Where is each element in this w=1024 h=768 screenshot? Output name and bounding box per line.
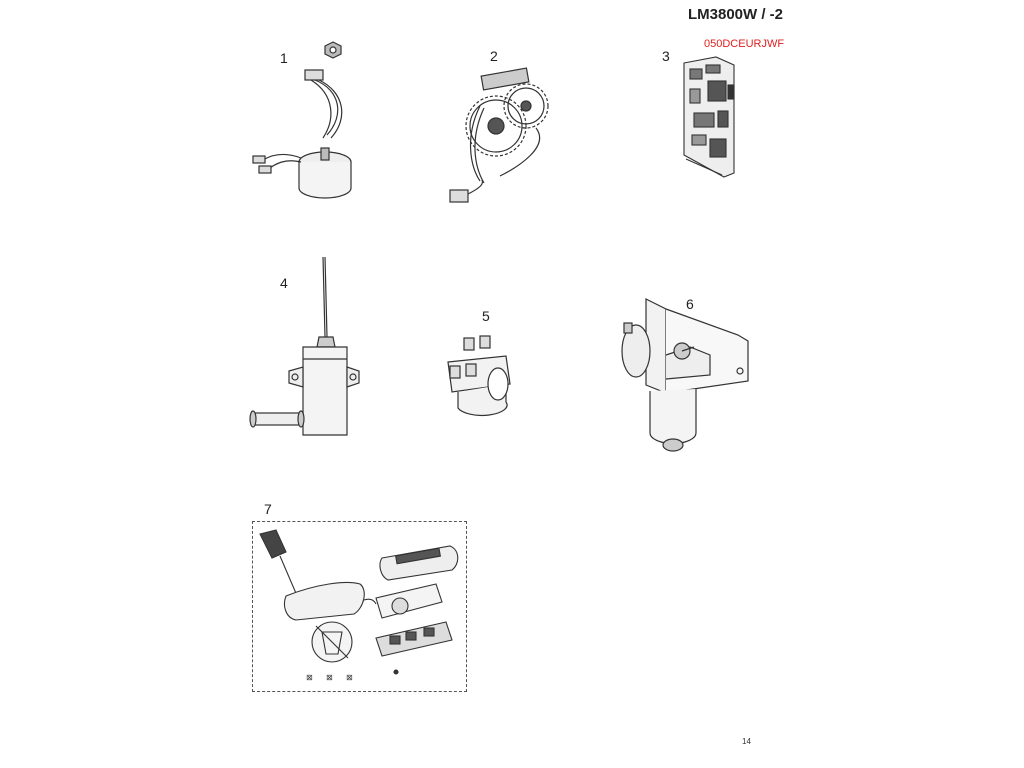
gear-motor-icon xyxy=(610,295,760,460)
transformer-coil-icon xyxy=(245,40,365,200)
model-title: LM3800W / -2 xyxy=(688,6,784,23)
part-number-3: 3 xyxy=(662,48,670,64)
part-number-7: 7 xyxy=(264,501,272,517)
part-number-5: 5 xyxy=(482,308,490,324)
antenna-receiver-icon xyxy=(245,255,365,440)
part-number-1: 1 xyxy=(280,50,288,66)
part-number-2: 2 xyxy=(490,48,498,64)
terminal-clamp-icon xyxy=(440,332,520,417)
svg-text:⊠: ⊠ xyxy=(306,673,313,682)
part-number-6: 6 xyxy=(686,296,694,312)
page-number: 14 xyxy=(742,737,751,746)
product-code: 050DCEURJWF xyxy=(704,38,785,50)
part-number-4: 4 xyxy=(280,275,288,291)
gear-assembly-icon xyxy=(440,66,560,216)
svg-text:⊠: ⊠ xyxy=(346,673,353,682)
remote-control-kit-icon xyxy=(256,528,461,688)
svg-text:⊠: ⊠ xyxy=(326,673,333,682)
circuit-board-icon xyxy=(676,55,746,180)
